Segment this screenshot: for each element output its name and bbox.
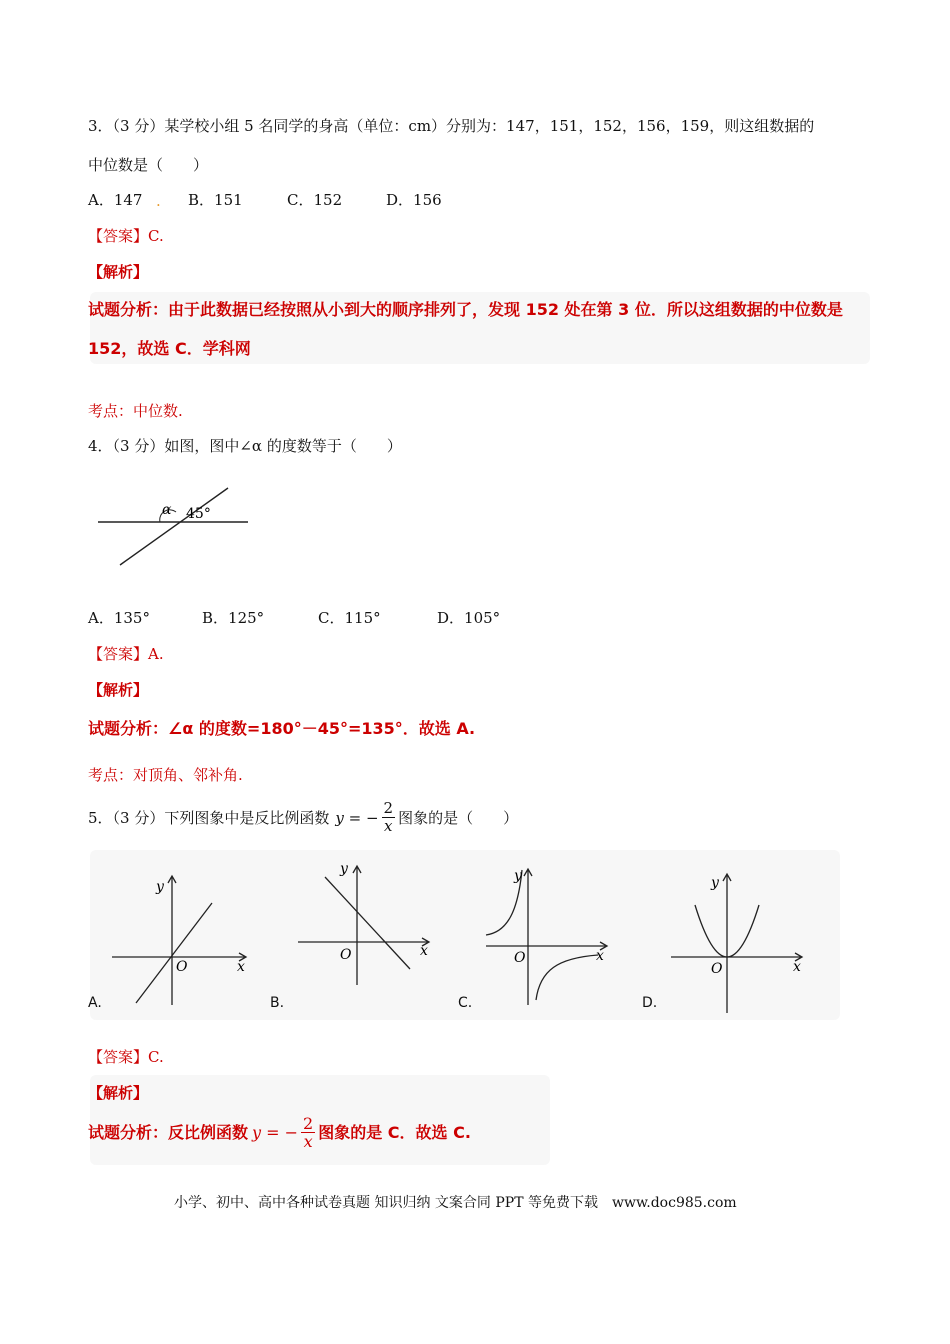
svg-text:y: y [156,879,164,895]
alpha-label: α [162,502,172,518]
q3-jiexi-heading: 【解析】 [88,263,149,281]
graph-a-label: A. [88,995,102,1011]
q4-option-b: B．125° [202,609,265,627]
q5-stem-prefix: 5．（3 分）下列图象中是反比例函数 [88,808,330,827]
q4-angle-figure [90,485,260,575]
q5-analysis-fraction [301,1115,315,1150]
q3-option-d: D．156 [386,191,442,209]
q4-analysis: 试题分析：∠α 的度数=180°－45°=135°．故选 A. [88,719,476,738]
svg-text:y: y [340,861,348,877]
svg-text:x: x [596,948,604,964]
q5-jiexi-heading: 【解析】 [88,1084,149,1102]
q5-frac-numerator: 2 [383,799,394,817]
q5-analysis-prefix: 试题分析：反比例函数 [88,1122,249,1142]
transversal-line [120,488,228,565]
q5-fraction [382,800,396,835]
q4-option-d: D．105° [437,609,501,627]
q3-option-b: B．151 [188,191,243,209]
svg-text:x: x [420,943,428,959]
q4-option-c: C．115° [318,609,381,627]
svg-text:O: O [340,947,352,963]
q5-stem-suffix: 图象的是（ ） [398,808,519,827]
q5-analysis [88,1115,471,1150]
q4-stem: 4．（3 分）如图，图中∠α 的度数等于（ ） [88,437,402,455]
angle-45-label: 45° [186,506,211,522]
q4-jiexi-heading: 【解析】 [88,681,149,699]
q4-kaodian: 考点：对顶角、邻补角. [88,766,243,784]
svg-text:y: y [711,875,719,891]
q3-answer: 【答案】C. [88,227,164,245]
graph-b [290,855,440,985]
q3-kaodian: 考点：中位数. [88,402,183,420]
q4-answer: 【答案】A. [88,645,164,663]
svg-text:O: O [711,961,723,977]
q5-func-lhs: y = − [335,808,379,827]
q5-analysis-frac-num: 2 [303,1114,314,1133]
svg-text:x: x [237,959,245,975]
q5-frac-denominator: x [384,817,393,835]
q3-analysis-line1: 试题分析：由于此数据已经按照从小到大的顺序排列了，发现 152 处在第 3 位．所以这组数据的中位数是 [88,300,843,319]
q5-analysis-lhs: y = − [252,1122,299,1142]
graph-a [90,865,260,1015]
decorative-dot: . [156,192,161,210]
footer-text: 小学、初中、高中各种试卷真题 知识归纳 文案合同 PPT 等免费下载 www.doc985.com [174,1195,737,1211]
graph-d-label: D. [642,995,658,1011]
svg-text:O: O [176,959,188,975]
q3-stem-line1: 3．（3 分）某学校小组 5 名同学的身高（单位：cm）分别为：147，151，152，156，159，则这组数据的 [88,117,815,135]
graph-b-label: B. [270,995,285,1011]
graph-d [665,865,815,1015]
q3-option-a: A．147 [88,191,143,209]
svg-text:O: O [514,950,526,966]
graph-c [478,860,628,1010]
svg-text:x: x [793,959,801,975]
q5-answer: 【答案】C. [88,1048,164,1066]
svg-text:y: y [514,868,522,884]
q5-analysis-frac-den: x [303,1132,313,1151]
q3-analysis-line2: 152，故选 C．学科网 [88,339,251,358]
q5-stem [88,800,518,835]
q3-option-c: C．152 [287,191,343,209]
q5-analysis-suffix: 图象的是 C．故选 C. [318,1122,471,1142]
q4-option-a: A．135° [88,609,150,627]
graph-c-label: C. [458,995,473,1011]
q3-stem-line2: 中位数是（ ） [88,156,209,174]
